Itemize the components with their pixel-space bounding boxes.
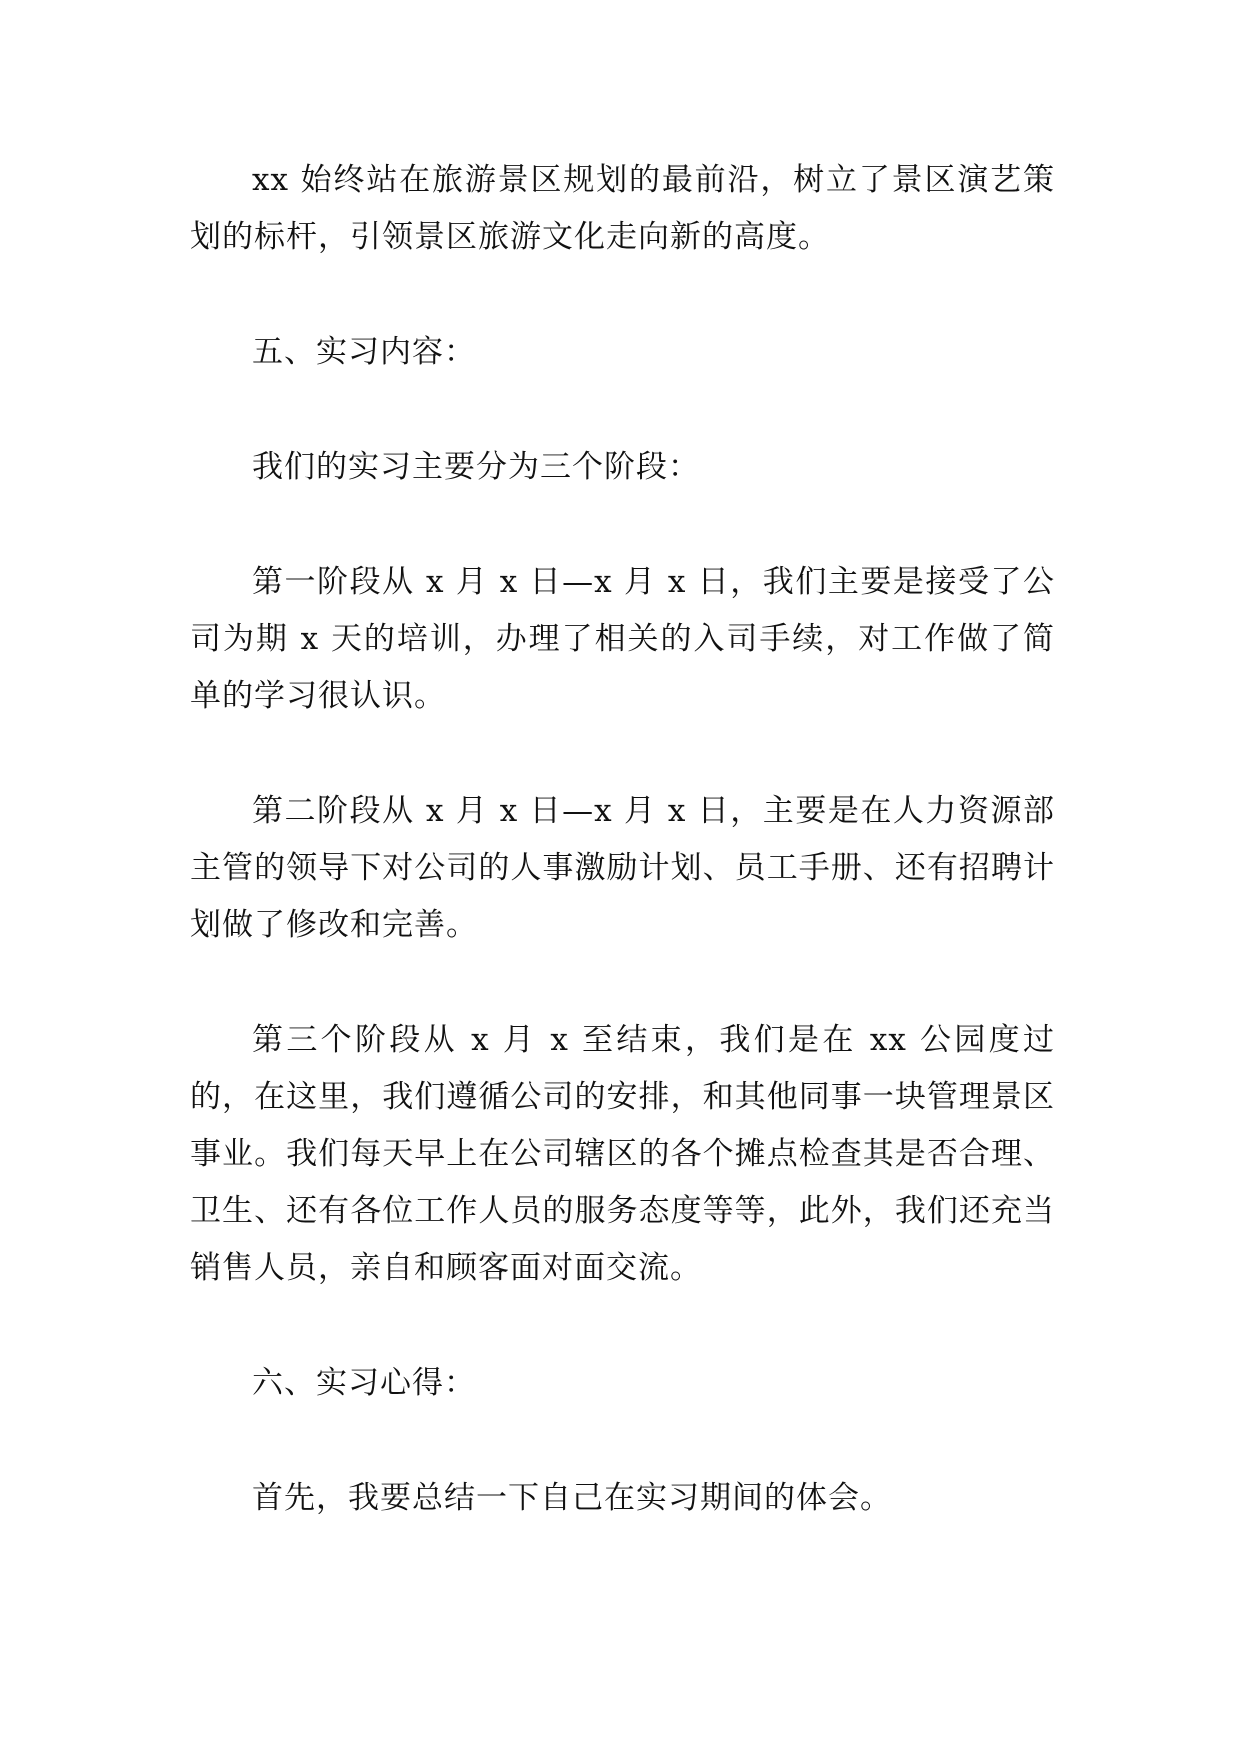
paragraph-three-stages: 我们的实习主要分为三个阶段： [252,449,700,485]
paragraph-summary-start: 首先，我要总结一下自己在实习期间的体会。 [252,1480,892,1516]
paragraph-stage-two: 第二阶段从 x 月 x 日—x 月 x 日，主要是在人力资源部主管的领导下对公司的人事激励计划、员工手册、还有招聘计划做了修改和完善。 [190,793,1055,943]
paragraph-stage-one: 第一阶段从 x 月 x 日—x 月 x 日，我们主要是接受了公司为期 x 天的培训，办理了相关的入司手续，对工作做了简单的学习很认识。 [190,564,1055,714]
paragraph-intro: xx 始终站在旅游景区规划的最前沿，树立了景区演艺策划的标杆，引领景区旅游文化走向新的高度。 [190,162,1055,255]
section-heading-internship-content: 五、实习内容： [252,334,476,370]
paragraph-stage-three: 第三个阶段从 x 月 x 至结束，我们是在 xx 公园度过的，在这里，我们遵循公司的安排，和其他同事一块管理景区事业。我们每天早上在公司辖区的各个摊点检查其是否合理、卫生、还有各位工作人员的服务态度等等，此外，我们还充当销售人员，亲自和顾客面对面交流。 [190,1022,1055,1286]
section-heading-internship-experience: 六、实习心得： [252,1365,476,1401]
